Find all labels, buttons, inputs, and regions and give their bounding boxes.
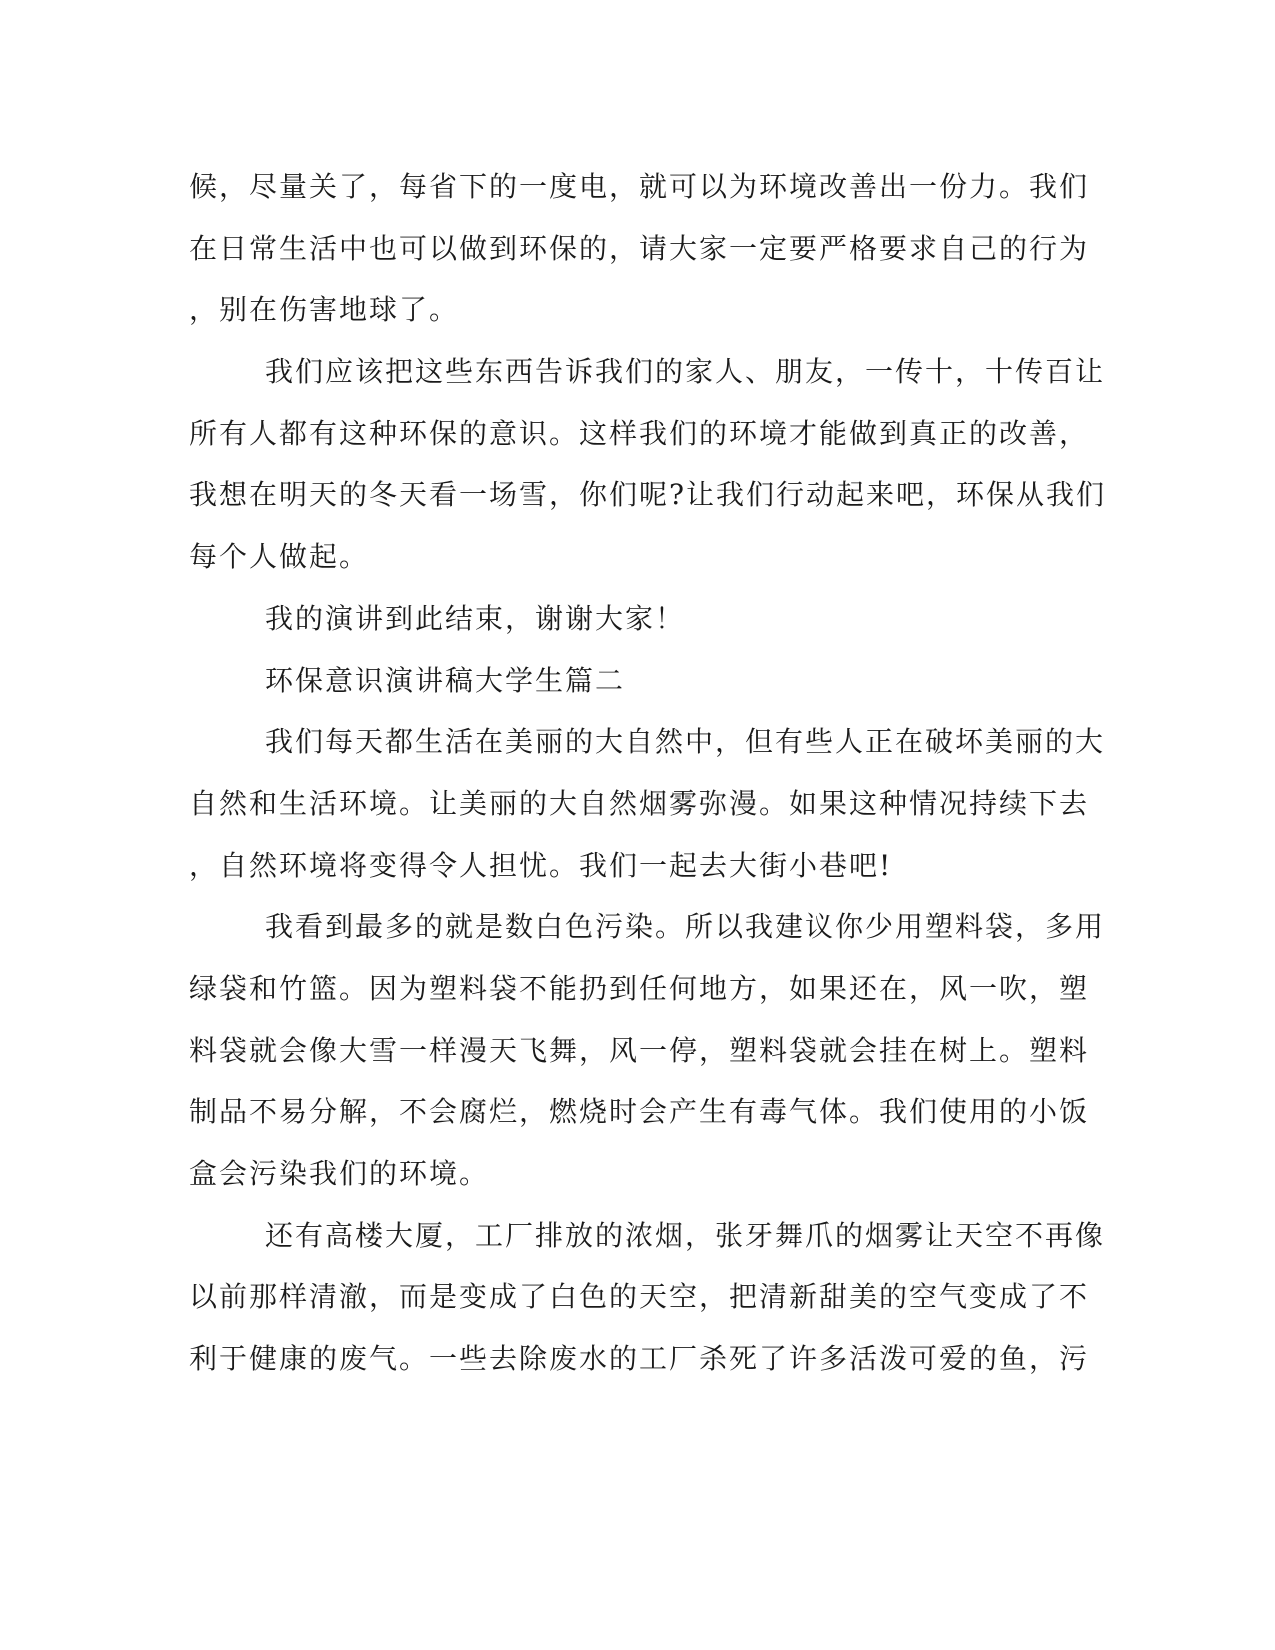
text-line: 制品不易分解，不会腐烂，燃烧时会产生有毒气体。我们使用的小饭 [189,1095,1090,1129]
paragraph-start-line: 我看到最多的就是数白色污染。所以我建议你少用塑料袋，多用 [265,910,1106,944]
text-line: 在日常生活中也可以做到环保的，请大家一定要严格要求自己的行为 [189,231,1090,265]
text-line: 料袋就会像大雪一样漫天飞舞，风一停，塑料袋就会挂在树上。塑料 [189,1033,1090,1067]
text-line: 每个人做起。 [189,540,370,574]
closing-line: 我的演讲到此结束，谢谢大家！ [265,601,686,635]
text-line: 以前那样清澈，而是变成了白色的天空，把清新甜美的空气变成了不 [189,1280,1090,1314]
text-line: 我想在明天的冬天看一场雪，你们呢?让我们行动起来吧，环保从我们 [189,478,1107,512]
text-line: 盒会污染我们的环境。 [189,1157,490,1190]
text-line: ，别在伤害地球了。 [189,293,460,327]
section-heading: 环保意识演讲稿大学生篇二 [265,663,626,697]
document-body [189,156,1107,1390]
paragraph-start-line: 我们每天都生活在美丽的大自然中，但有些人正在破坏美丽的大 [265,725,1106,759]
paragraph-start-line: 还有高楼大厦，工厂排放的浓烟，张牙舞爪的烟雾让天空不再像 [265,1218,1106,1252]
text-line: 自然和生活环境。让美丽的大自然烟雾弥漫。如果这种情况持续下去 [189,786,1090,820]
paragraph-start-line: 我们应该把这些东西告诉我们的家人、朋友，一传十，十传百让 [265,355,1106,389]
text-line: 绿袋和竹篮。因为塑料袋不能扔到任何地方，如果还在，风一吹，塑 [189,971,1090,1005]
text-line: 候，尽量关了，每省下的一度电，就可以为环境改善出一份力。我们 [189,170,1090,203]
text-line: 所有人都有这种环保的意识。这样我们的环境才能做到真正的改善， [189,416,1090,450]
text-line: ，自然环境将变得令人担忧。我们一起去大街小巷吧! [189,848,893,882]
text-line: 利于健康的废气。一些去除废水的工厂杀死了许多活泼可爱的鱼，污 [189,1342,1090,1376]
